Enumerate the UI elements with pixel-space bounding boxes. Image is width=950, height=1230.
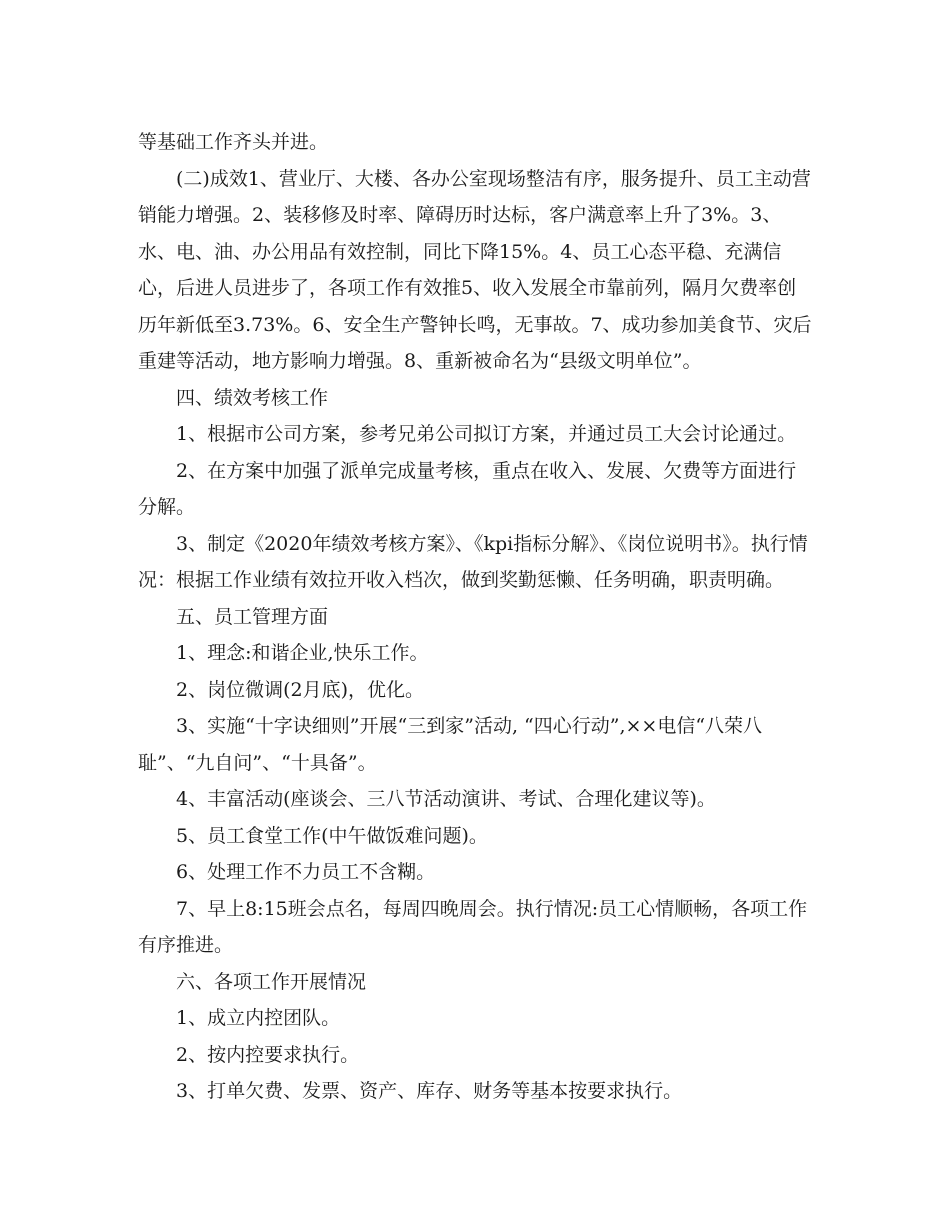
list-item: 4、丰富活动(座谈会、三八节活动演讲、考试、合理化建议等)。 (176, 788, 716, 810)
list-item: 3、实施“十字诀细则”开展“三到家”活动, “四心行动”,××电信“八荣八耻”、“九自问”、“十具备”。 (138, 715, 763, 774)
list-item: 2、按内控要求执行。 (176, 1043, 360, 1066)
list-item: 2、岗位微调(2月底)，优化。 (176, 678, 425, 701)
list-item: 5、员工食堂工作(中午做饭难问题)。 (176, 824, 488, 847)
document-body (138, 124, 814, 1110)
section-heading-work: 六、各项工作开展情况 (176, 970, 367, 993)
list-item: 6、处理工作不力员工不含糊。 (176, 861, 436, 883)
list-item: 3、打单欠费、发票、资产、库存、财务等基本按要求执行。 (176, 1080, 683, 1102)
list-item: 1、理念:和谐企业,快乐工作。 (176, 642, 429, 664)
list-item: 7、早上8:15班会点名，每周四晚周会。执行情况:员工心情顺畅，各项工作有序推进。 (138, 897, 808, 956)
section-heading-performance: 四、绩效考核工作 (176, 386, 329, 409)
list-item: 2、在方案中加强了派单完成量考核，重点在收入、发展、欠费等方面进行分解。 (138, 459, 797, 518)
paragraph-results: (二)成效1、营业厅、大楼、各办公室现场整洁有序，服务提升、员工主动营销能力增强。2、装移修及时率、障碍历时达标，客户满意率上升了3%。3、水、电、油、办公用品有效控制，同比下降15%。4、员工心态平稳、充满信心，后进人员进步了，各项工作有效推5、收入发展全市靠前列，隔月欠费率创历年新低至3.73%。6、安全生产警钟长鸣，无事故。7、成功参加美食节、灾后重建等活动，地方影响力增强。8、重新被命名为“县级文明单位”。 (138, 167, 812, 372)
paragraph-continuation: 等基础工作齐头并进。 (138, 131, 329, 153)
section-heading-staff: 五、员工管理方面 (176, 605, 329, 628)
list-item: 1、成立内控团队。 (176, 1007, 341, 1029)
list-item: 3、制定《2020年绩效考核方案》、《kpi指标分解》、《岗位说明书》。执行情况：根据工作业绩有效拉开收入档次，做到奖勤惩懒、任务明确，职责明确。 (138, 532, 808, 591)
list-item: 1、根据市公司方案，参考兄弟公司拟订方案，并通过员工大会讨论通过。 (176, 423, 797, 445)
